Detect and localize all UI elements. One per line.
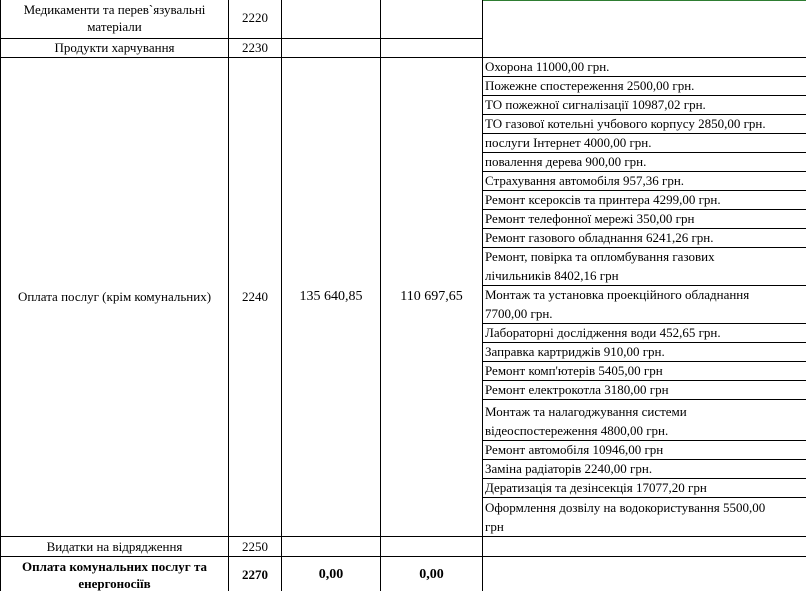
service-detail: Ремонт, повірка та опломбування газових	[485, 249, 715, 264]
row-actual-services: 110 697,65	[400, 289, 463, 304]
service-detail: Оформлення дозвілу на водокористування 5500,00	[485, 500, 766, 515]
service-detail: Ремонт автомобіля 10946,00 грн	[485, 442, 664, 457]
service-detail: Дератизація та дезінсекція 17077,20 грн	[485, 480, 707, 495]
service-detail: Лабораторні дослідження води 452,65 грн.	[485, 325, 721, 340]
row-actual-utilities: 0,00	[419, 567, 444, 582]
service-detail: Ремонт телефонної мережі 350,00 грн	[485, 211, 695, 226]
grid-line	[0, 57, 483, 58]
service-detail: Страхування автомобіля 957,36 грн.	[485, 173, 685, 188]
service-detail-cont: грн	[485, 519, 504, 534]
row-name-services: Оплата послуг (крім комунальних)	[17, 289, 212, 304]
grid-line	[482, 399, 806, 400]
service-detail: Пожежне спостереження 2500,00 грн.	[485, 78, 695, 93]
service-detail-cont: 7700,00 грн.	[485, 306, 553, 321]
row-code-utilities: 2270	[242, 567, 268, 582]
service-detail: Ремонт комп'ютерів 5405,00 грн	[485, 363, 663, 378]
service-detail-cont: відеоспостереження 4800,00 грн.	[485, 423, 669, 438]
service-detail: ТО пожежної сигналізації 10987,02 грн.	[485, 97, 706, 112]
row-name-travel: Видатки на відрядження	[46, 539, 183, 554]
service-detail: Охорона 11000,00 грн.	[485, 59, 610, 74]
service-detail-cont: лічильників 8402,16 грн	[485, 268, 619, 283]
row-code-travel: 2250	[242, 539, 268, 554]
row-name-medicines: Медикаменти та перев`язувальні	[23, 2, 206, 17]
row-planned-utilities: 0,00	[318, 567, 344, 582]
row-planned-services: 135 640,85	[299, 289, 363, 304]
row-name-utilities: Оплата комунальних послуг та	[21, 559, 208, 574]
service-detail: Ремонт електрокотла 3180,00 грн	[485, 382, 669, 397]
service-detail: Ремонт ксероксів та принтера 4299,00 грн.	[485, 192, 721, 207]
row-name-utilities-cont: енергоносіїв	[78, 576, 151, 591]
row-code-food: 2230	[242, 40, 268, 55]
selection-edge	[483, 0, 806, 1]
service-detail: Заміна радіаторів 2240,00 грн.	[485, 461, 653, 476]
service-detail: повалення дерева 900,00 грн.	[485, 154, 647, 169]
service-detail: ТО газової котельні учбового корпусу 2850,00 грн.	[485, 116, 766, 131]
row-code-services: 2240	[242, 289, 268, 304]
service-detail: Монтаж та налагоджування системи	[485, 404, 687, 419]
service-detail: послуги Інтернет 4000,00 грн.	[485, 135, 652, 150]
service-detail: Монтаж та установка проекційного обладнання	[485, 287, 750, 302]
service-detail: Заправка картриджів 910,00 грн.	[485, 344, 665, 359]
row-code-medicines: 2220	[242, 10, 268, 25]
service-detail: Ремонт газового обладнання 6241,26 грн.	[485, 230, 714, 245]
row-name-medicines-cont: матеріали	[87, 19, 142, 34]
grid-line	[482, 0, 483, 591]
row-name-food: Продукти харчування	[54, 40, 175, 55]
